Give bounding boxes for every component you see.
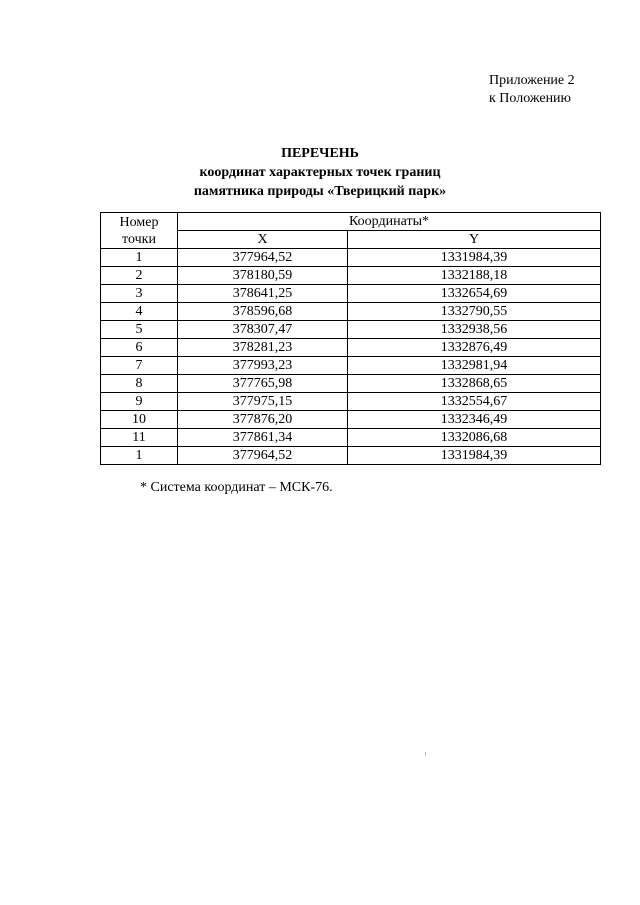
table-row [101,285,601,303]
point-number-header [101,213,178,249]
y-cell: 1331984,39 [348,249,601,267]
document-heading [0,144,640,201]
document-subtitle-object: памятника природы «Тверицкий парк» [193,184,447,199]
table-header-row [101,213,601,231]
document-title: ПЕРЕЧЕНЬ [281,146,359,161]
coordinate-system-footnote: * Система координат – МСК-76. [140,480,333,495]
x-cell: 378641,25 [178,285,348,303]
point-number-cell: 7 [101,357,178,375]
table-row [101,267,601,285]
table-row [101,375,601,393]
x-cell: 377765,98 [178,375,348,393]
table-row [101,411,601,429]
point-number-cell: 8 [101,375,178,393]
table-row [101,357,601,375]
y-cell: 1332790,55 [348,303,601,321]
scan-speck [425,752,426,756]
point-number-header-line1: Номер [119,214,159,230]
table-row [101,303,601,321]
x-cell: 377964,52 [178,447,348,465]
y-cell: 1332868,65 [348,375,601,393]
x-cell: 378281,23 [178,339,348,357]
table-row [101,339,601,357]
coordinates-header: Координаты* [178,213,601,231]
point-number-cell: 1 [101,249,178,267]
point-number-cell: 3 [101,285,178,303]
table-row [101,249,601,267]
appendix-number: Приложение 2 [489,73,575,88]
table-row [101,447,601,465]
coordinates-table [100,212,601,465]
x-cell: 378596,68 [178,303,348,321]
point-number-cell: 1 [101,447,178,465]
document-subtitle: координат характерных точек границ [199,165,441,180]
y-cell: 1332938,56 [348,321,601,339]
point-number-cell: 10 [101,411,178,429]
point-number-cell: 5 [101,321,178,339]
point-number-header-line2: точки [122,231,156,247]
y-cell: 1332346,49 [348,411,601,429]
x-cell: 378180,59 [178,267,348,285]
x-cell: 377975,15 [178,393,348,411]
table-row [101,393,601,411]
x-header: X [178,231,348,249]
y-cell: 1331984,39 [348,447,601,465]
y-cell: 1332981,94 [348,357,601,375]
x-cell: 377964,52 [178,249,348,267]
x-cell: 378307,47 [178,321,348,339]
x-cell: 377861,34 [178,429,348,447]
y-cell: 1332086,68 [348,429,601,447]
appendix-reference [489,72,575,108]
x-cell: 377876,20 [178,411,348,429]
y-cell: 1332654,69 [348,285,601,303]
point-number-cell: 9 [101,393,178,411]
table-row [101,429,601,447]
y-header: Y [348,231,601,249]
y-cell: 1332554,67 [348,393,601,411]
point-number-cell: 6 [101,339,178,357]
y-cell: 1332188,18 [348,267,601,285]
point-number-cell: 2 [101,267,178,285]
x-cell: 377993,23 [178,357,348,375]
y-cell: 1332876,49 [348,339,601,357]
table-row [101,321,601,339]
point-number-cell: 11 [101,429,178,447]
appendix-regulation: к Положению [489,91,572,106]
point-number-cell: 4 [101,303,178,321]
